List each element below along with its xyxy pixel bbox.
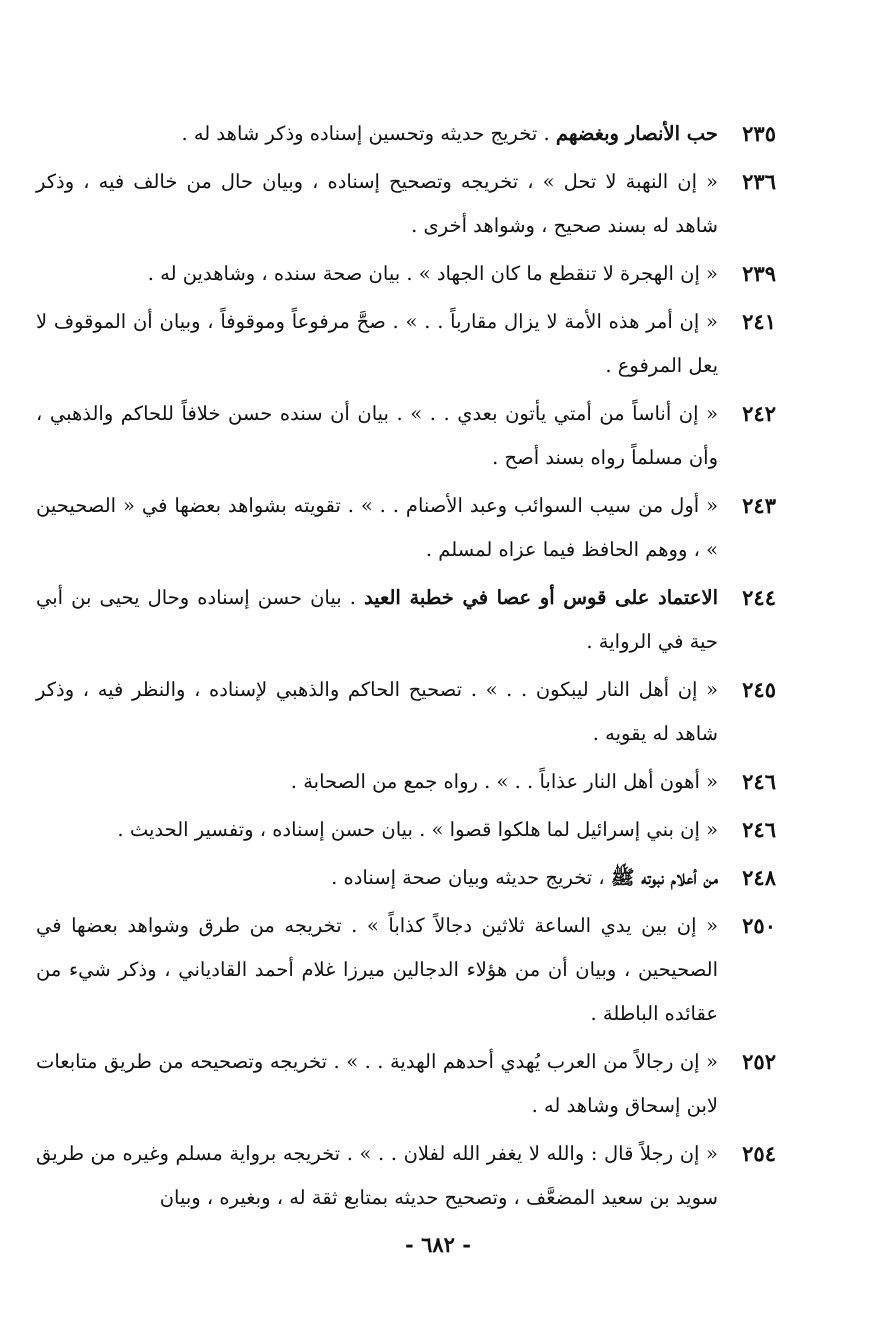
entry-text [36, 484, 718, 572]
entry-body: . بيان حسن إسناده وحال يحيى بن أبي حية في الرواية . [36, 586, 718, 653]
index-entry [36, 1040, 776, 1128]
page-number: - ٦٨٢ - [405, 1232, 471, 1257]
entry-number: ٢٤٣ [742, 493, 776, 518]
entry-number: ٢٤٢ [742, 401, 776, 426]
entry-text [36, 856, 718, 900]
index-entry [36, 252, 776, 296]
entry-body: « إن بين يدي الساعة ثلاثين دجالاً كذاباً » . تخريجه من طرق وشواهد بعضها في الصحيحين ، وبيان أن من هؤلاء الدجالين ميرزا غلام أحمد القادياني ، وذكر شيء من عقائده الباطلة . [36, 914, 718, 1025]
entry-text [36, 300, 718, 388]
entry-number: ٢٤٥ [742, 677, 776, 702]
entry-text [36, 392, 718, 480]
entry-number: ٢٣٩ [742, 261, 776, 286]
index-entry [36, 484, 776, 572]
index-entry [36, 808, 776, 852]
entry-text [36, 1132, 718, 1220]
entry-number: ٢٥٤ [742, 1141, 776, 1166]
entry-heading: حب الأنصار وبغضهم [555, 122, 718, 145]
index-entry [36, 300, 776, 388]
entry-number: ٢٤٦ [742, 817, 776, 842]
entry-body: « إن أمر هذه الأمة لا يزال مقارباً . . » . صحَّ مرفوعاً وموقوفاً ، وبيان أن الموقوف لا يعل المرفوع . [36, 310, 718, 377]
entry-heading: من أعلام نبوته ﷺ [610, 866, 718, 889]
entry-number: ٢٣٥ [742, 121, 776, 146]
index-entries [36, 112, 776, 1224]
entry-text [36, 760, 718, 804]
entry-body: « إن بني إسرائيل لما هلكوا قصوا » . بيان حسن إسناده ، وتفسير الحديث . [117, 818, 718, 841]
entry-body: « إن الهجرة لا تنقطع ما كان الجهاد » . بيان صحة سنده ، وشاهدين له . [147, 262, 718, 285]
entry-text [36, 668, 718, 756]
entry-text [36, 160, 718, 248]
entry-text [36, 112, 718, 156]
entry-number: ٢٥٠ [742, 913, 776, 938]
entry-body: . تخريج حديثه وتحسين إسناده وذكر شاهد له . [181, 122, 556, 145]
entry-number: ٢٤١ [742, 309, 776, 334]
index-entry [36, 668, 776, 756]
index-entry [36, 760, 776, 804]
index-entry [36, 856, 776, 900]
entry-text [36, 904, 718, 1036]
entry-body: « إن أهل النار ليبكون . . » . تصحيح الحاكم والذهبي لإسناده ، والنظر فيه ، وذكر شاهد له يقويه . [36, 678, 718, 745]
entry-body: « إن رجالاً من العرب يُهدي أحدهم الهدية . . » . تخريجه وتصحيحه من طريق متابعات لابن إسحاق وشاهد له . [36, 1050, 718, 1117]
entry-number: ٢٤٦ [742, 769, 776, 794]
index-entry [36, 576, 776, 664]
entry-text [36, 808, 718, 852]
index-entry [36, 392, 776, 480]
entry-body: « إن رجلاً قال : والله لا يغفر الله لفلان . . » . تخريجه برواية مسلم وغيره من طريق سويد بن سعيد المضعَّف ، وتصحيح حديثه بمتابع ثقة له ، وبغيره ، وبيان [36, 1142, 718, 1209]
entry-text [36, 576, 718, 664]
entry-number: ٢٤٨ [742, 865, 776, 890]
entry-body: ، تخريج حديثه وبيان صحة إسناده . [331, 866, 611, 889]
entry-body: « أهون أهل النار عذاباً . . » . رواه جمع من الصحابة . [290, 770, 718, 793]
entry-number: ٢٤٤ [742, 585, 776, 610]
entry-body: « إن أناساً من أمتي يأتون بعدي . . » . بيان أن سنده حسن خلافاً للحاكم والذهبي ، وأن مسلماً رواه بسند أصح . [36, 402, 718, 469]
index-entry [36, 904, 776, 1036]
entry-body: « أول من سيب السوائب وعبد الأصنام . . » . تقويته بشواهد بعضها في « الصحيحين » ، ووهم الحافظ فيما عزاه لمسلم . [36, 494, 718, 561]
entry-heading: الاعتماد على قوس أو عصا في خطبة العيد [363, 586, 718, 609]
entry-number: ٢٥٢ [742, 1049, 776, 1074]
index-entry [36, 112, 776, 156]
entry-body: « إن النهبة لا تحل » ، تخريجه وتصحيح إسناده ، وبيان حال من خالف فيه ، وذكر شاهد له بسند صحيح ، وشواهد أخرى . [36, 170, 718, 237]
index-entry [36, 160, 776, 248]
entry-text [36, 252, 718, 296]
index-entry [36, 1132, 776, 1220]
entry-text [36, 1040, 718, 1128]
entry-number: ٢٣٦ [742, 169, 776, 194]
